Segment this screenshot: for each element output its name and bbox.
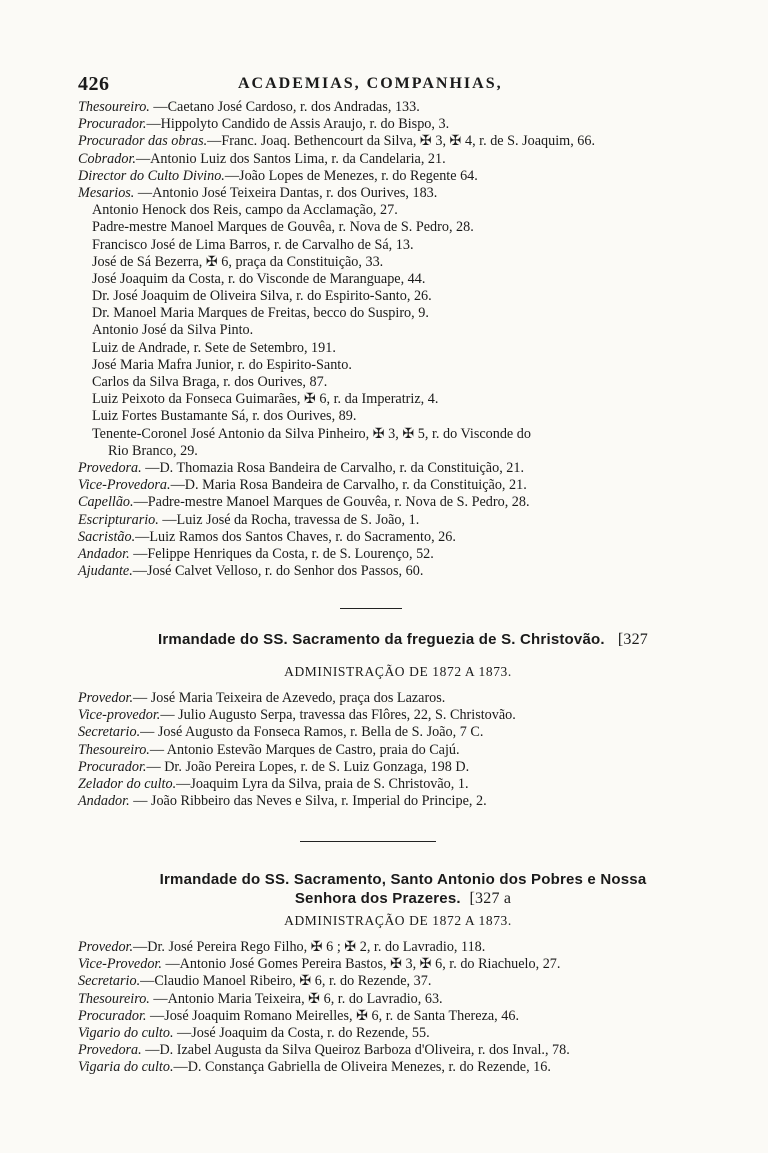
- office-title: Provedor.: [78, 690, 134, 706]
- entry-line: [78, 254, 718, 271]
- entry-line: [78, 202, 718, 219]
- section-2-ref: [327: [617, 631, 648, 648]
- entry-text: —José Calvet Velloso, r. do Senhor dos Passos, 60.: [132, 563, 424, 580]
- entry-text: — José Maria Teixeira de Azevedo, praça dos Lazaros.: [133, 690, 446, 706]
- entry-line: [78, 305, 718, 322]
- entry-line: [78, 237, 718, 254]
- entry-line: [78, 1008, 718, 1025]
- entry-text: José de Sá Bezerra, ✠ 6, praça da Constituição, 33.: [92, 253, 384, 270]
- entry-text: —Claudio Manoel Ribeiro, ✠ 6, r. do Rezende, 37.: [140, 973, 432, 990]
- entry-line: [78, 168, 718, 185]
- entry-line: [78, 939, 718, 956]
- entry-text: —Joaquim Lyra da Silva, praia de S. Christovão, 1.: [176, 775, 469, 792]
- entry-line: [78, 219, 718, 236]
- entry-text: Francisco José de Lima Barros, r. de Carvalho de Sá, 13.: [92, 236, 414, 253]
- entry-line: [78, 759, 718, 776]
- office-title: Provedora.: [78, 1042, 142, 1059]
- entry-line: [78, 546, 718, 563]
- office-title: Provedor.: [78, 939, 134, 955]
- entry-text: — João Ribbeiro das Neves e Silva, r. Imperial do Principe, 2.: [129, 793, 487, 810]
- entry-text: —Hippolyto Candido de Assis Araujo, r. do Bispo, 3.: [146, 116, 450, 133]
- entry-text: —Luiz José da Rocha, travessa de S. João, 1.: [158, 511, 420, 528]
- entry-text: —Antonio Maria Teixeira, ✠ 6, r. do Lavradio, 63.: [149, 990, 443, 1007]
- entry-text: Luiz Peixoto da Fonseca Guimarães, ✠ 6, r. da Imperatriz, 4.: [92, 391, 439, 408]
- entry-line: [78, 99, 718, 116]
- entry-line: [78, 271, 718, 288]
- entry-line: [78, 991, 718, 1008]
- entry-text: — Dr. João Pereira Lopes, r. de S. Luiz Gonzaga, 198 D.: [146, 758, 470, 775]
- office-title: Sacristão.: [78, 528, 136, 545]
- entry-line: [78, 443, 718, 460]
- entry-line: [78, 563, 718, 580]
- entry-line: [78, 690, 718, 707]
- office-title: Zelador do culto.: [78, 775, 177, 792]
- office-title: Vice-provedor.: [78, 707, 161, 724]
- entry-text: —João Lopes de Menezes, r. do Regente 64.: [224, 167, 478, 184]
- section-3-title: [78, 870, 728, 908]
- section-2-admin: ADMINISTRAÇÃO DE 1872 A 1873.: [284, 664, 512, 679]
- entry-text: José Maria Mafra Junior, r. do Espirito-Santo.: [92, 356, 352, 373]
- entry-line: [78, 151, 718, 168]
- entry-text: —Padre-mestre Manoel Marques de Gouvêa, r. Nova de S. Pedro, 28.: [133, 494, 530, 511]
- entry-text: Rio Branco, 29.: [108, 442, 198, 459]
- entry-text: José Joaquim da Costa, r. do Visconde de Maranguape, 44.: [92, 270, 426, 287]
- entry-text: —D. Thomazia Rosa Bandeira de Carvalho, r. da Constituição, 21.: [141, 459, 525, 476]
- page-number: 426: [78, 73, 110, 95]
- office-title: Secretario.: [78, 973, 141, 990]
- entry-line: [78, 529, 718, 546]
- office-title: Procurador.: [78, 1007, 147, 1024]
- section-3-admin: ADMINISTRAÇÃO DE 1872 A 1873.: [284, 913, 512, 928]
- entry-text: —D. Maria Rosa Bandeira de Carvalho, r. da Constituição, 21.: [170, 477, 527, 494]
- entry-text: Dr. José Joaquim de Oliveira Silva, r. do Espirito-Santo, 26.: [92, 288, 432, 305]
- office-title: Thesoureiro.: [78, 990, 150, 1007]
- entry-text: Luiz Fortes Bustamante Sá, r. dos Ourives, 89.: [92, 408, 357, 425]
- entry-text: Dr. Manoel Maria Marques de Freitas, becco do Suspiro, 9.: [92, 305, 429, 322]
- office-title: Provedora.: [78, 459, 142, 476]
- section-2-title-text: Irmandade do SS. Sacramento da freguezia de S. Christovão.: [158, 631, 605, 648]
- office-title: Thesoureiro.: [78, 741, 150, 758]
- entry-line: [78, 1059, 718, 1076]
- office-title: Vice-Provedor.: [78, 956, 162, 973]
- entry-line: [78, 322, 718, 339]
- entry-text: —Caetano José Cardoso, r. dos Andradas, 133.: [149, 99, 420, 115]
- office-title: Vice-Provedora.: [78, 477, 171, 494]
- entry-line: [78, 1042, 718, 1059]
- section-2-title: [78, 630, 728, 649]
- entry-text: Antonio José da Silva Pinto.: [92, 322, 254, 339]
- office-title: Vigario do culto.: [78, 1024, 174, 1041]
- office-title: Capellão.: [78, 494, 134, 511]
- entry-text: — José Augusto da Fonseca Ramos, r. Bella de S. João, 7 C.: [140, 724, 484, 741]
- office-title: Andador.: [78, 793, 130, 810]
- office-title: Vigaria do culto.: [78, 1059, 174, 1076]
- office-title: Ajudante.: [78, 563, 133, 580]
- office-title: Procurador.: [78, 116, 147, 133]
- entry-line: [78, 185, 718, 202]
- section-divider: [340, 608, 402, 609]
- entry-text: — Antonio Estevão Marques de Castro, praia do Cajú.: [149, 741, 460, 758]
- entry-text: —José Joaquim da Costa, r. do Rezende, 55.: [173, 1024, 430, 1041]
- office-title: Mesarios.: [78, 184, 135, 201]
- office-title: Procurador.: [78, 758, 147, 775]
- entry-line: [78, 460, 718, 477]
- entry-line: [78, 973, 718, 990]
- entry-text: Carlos da Silva Braga, r. dos Ourives, 87.: [92, 374, 328, 390]
- section-3-entries: [78, 939, 718, 1077]
- entry-line: [78, 426, 718, 443]
- office-title: Director do Culto Divino.: [78, 167, 225, 184]
- entry-line: [78, 391, 718, 408]
- office-title: Andador.: [78, 545, 130, 562]
- page-header: [78, 73, 718, 95]
- office-title: Escripturario.: [78, 511, 159, 528]
- entry-text: —Franc. Joaq. Bethencourt da Silva, ✠ 3, ✠ 4, r. de S. Joaquim, 66.: [207, 133, 596, 150]
- section-1-entries: [78, 99, 718, 580]
- entry-line: [78, 512, 718, 529]
- entry-text: —Dr. José Pereira Rego Filho, ✠ 6 ; ✠ 2, r. do Lavradio, 118.: [133, 939, 486, 955]
- entry-line: [78, 116, 718, 133]
- section-3-title-line2: Senhora dos Prazeres.: [294, 890, 461, 907]
- entry-line: [78, 956, 718, 973]
- entry-text: —Antonio Luiz dos Santos Lima, r. da Candelaria, 21.: [135, 150, 446, 167]
- section-2-entries: [78, 690, 718, 810]
- entry-line: [78, 288, 718, 305]
- entry-text: —Felippe Henriques da Costa, r. de S. Lourenço, 52.: [129, 545, 434, 562]
- section-divider: [300, 841, 436, 842]
- entry-line: [78, 724, 718, 741]
- entry-text: Antonio Henock dos Reis, campo da Acclamação, 27.: [92, 202, 398, 219]
- entry-text: Padre-mestre Manoel Marques de Gouvêa, r. Nova de S. Pedro, 28.: [92, 219, 474, 236]
- office-title: Procurador das obras.: [78, 133, 208, 150]
- entry-text: —D. Izabel Augusta da Silva Queiroz Barboza d'Oliveira, r. dos Inval., 78.: [141, 1042, 570, 1059]
- entry-line: [78, 374, 718, 391]
- entry-line: [78, 477, 718, 494]
- entry-line: [78, 494, 718, 511]
- entry-text: Tenente-Coronel José Antonio da Silva Pinheiro, ✠ 3, ✠ 5, r. do Visconde do: [92, 425, 531, 442]
- entry-line: [78, 707, 718, 724]
- entry-line: [78, 776, 718, 793]
- entry-line: [78, 1025, 718, 1042]
- section-3-title-line2-wrap: [78, 889, 728, 908]
- entry-text: Luiz de Andrade, r. Sete de Setembro, 191.: [92, 339, 336, 356]
- entry-text: —D. Constança Gabriella de Oliveira Menezes, r. do Rezende, 16.: [173, 1059, 551, 1076]
- entry-text: —Luiz Ramos dos Santos Chaves, r. do Sacramento, 26.: [135, 528, 456, 545]
- section-3-ref: [327 a: [469, 890, 512, 907]
- entry-line: [78, 357, 718, 374]
- entry-text: —Antonio José Gomes Pereira Bastos, ✠ 3, ✠ 6, r. do Riachuelo, 27.: [161, 956, 561, 973]
- office-title: Thesoureiro.: [78, 99, 150, 115]
- entry-text: —Antonio José Teixeira Dantas, r. dos Ourives, 183.: [134, 184, 438, 201]
- entry-line: [78, 793, 718, 810]
- running-title: ACADEMIAS, COMPANHIAS,: [238, 75, 503, 92]
- entry-text: —José Joaquim Romano Meirelles, ✠ 6, r. de Santa Thereza, 46.: [146, 1007, 519, 1024]
- section-3-title-line1: Irmandade do SS. Sacramento, Santo Antonio dos Pobres e Nossa: [159, 871, 647, 888]
- office-title: Cobrador.: [78, 150, 136, 167]
- entry-line: [78, 742, 718, 759]
- entry-line: [78, 133, 718, 150]
- entry-text: — Julio Augusto Serpa, travessa das Flôres, 22, S. Christovão.: [160, 707, 516, 724]
- office-title: Secretario.: [78, 724, 141, 741]
- entry-line: [78, 408, 718, 425]
- entry-line: [78, 340, 718, 357]
